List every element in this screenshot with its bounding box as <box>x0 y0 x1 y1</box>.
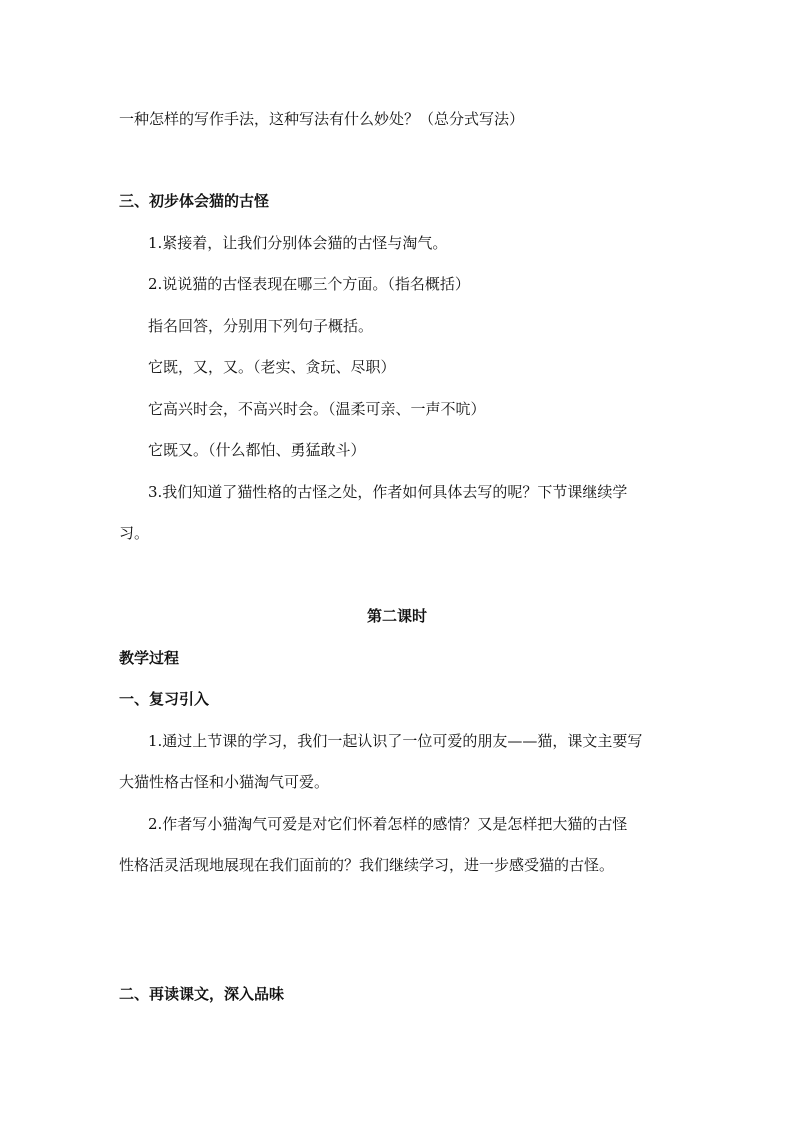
section3-paragraph-4: 它既，又，又。（老实、贪玩、尽职） <box>148 358 396 376</box>
section3-paragraph-3: 指名回答，分别用下列句子概括。 <box>148 317 374 335</box>
lesson2-paragraph-1-line-2: 大猫性格古怪和小猫淘气可爱。 <box>119 773 330 791</box>
intro-line: 一种怎样的写作手法，这种写法有什么妙处？（总分式写法） <box>119 110 525 128</box>
section3-paragraph-7-line-2: 习。 <box>119 524 150 542</box>
section3-paragraph-1: 1.紧接着，让我们分别体会猫的古怪与淘气。 <box>148 234 448 252</box>
lesson2-section1-heading: 一、复习引入 <box>119 690 210 708</box>
lesson2-paragraph-1-line-1: 1.通过上节课的学习，我们一起认识了一位可爱的朋友——猫，课文主要写 <box>148 732 643 750</box>
section3-paragraph-2: 2.说说猫的古怪表现在哪三个方面。（指名概括） <box>148 275 470 293</box>
lesson2-section2-heading: 二、再读课文，深入品味 <box>119 985 285 1003</box>
section3-paragraph-7-line-1: 3.我们知道了猫性格的古怪之处，作者如何具体去写的呢？下节课继续学 <box>148 483 628 501</box>
teaching-process-heading: 教学过程 <box>119 649 180 667</box>
section3-heading: 三、初步体会猫的古怪 <box>119 192 270 210</box>
lesson2-title: 第二课时 <box>366 607 427 625</box>
lesson2-paragraph-2-line-2: 性格活灵活现地展现在我们面前的？我们继续学习，进一步感受猫的古怪。 <box>119 856 615 874</box>
section3-paragraph-5: 它高兴时会，不高兴时会。（温柔可亲、一声不吭） <box>148 400 486 418</box>
section3-paragraph-6: 它既又。（什么都怕、勇猛敢斗） <box>148 441 366 459</box>
lesson2-paragraph-2-line-1: 2.作者写小猫淘气可爱是对它们怀着怎样的感情？又是怎样把大猫的古怪 <box>148 815 628 833</box>
